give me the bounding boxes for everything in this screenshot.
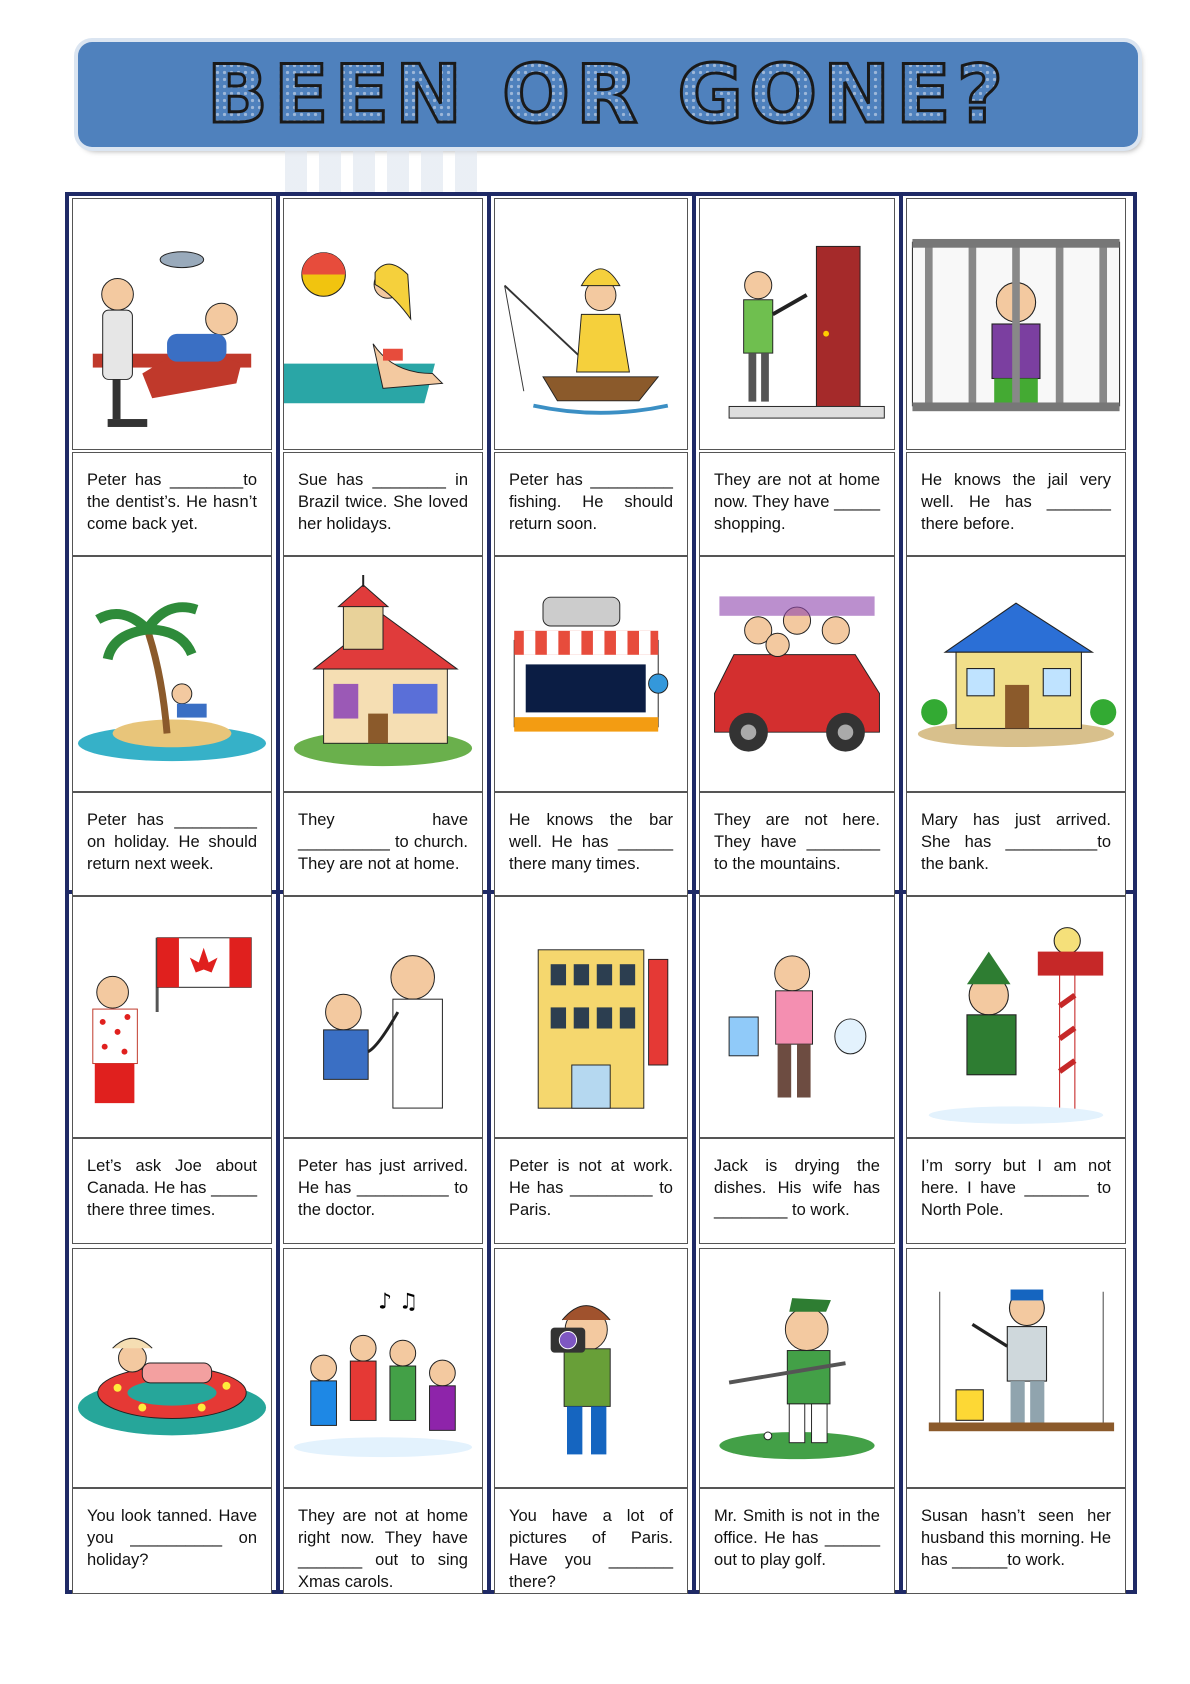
card-picture — [906, 198, 1126, 450]
pool-float-icon — [73, 1249, 271, 1487]
card-sentence: Peter is not at work. He has _________ to Paris. — [494, 1138, 688, 1244]
page-title: BEEN OR GONE? — [206, 48, 1010, 141]
card-picture — [283, 198, 483, 450]
card-picture — [283, 1248, 483, 1488]
shopping-icon — [700, 199, 894, 449]
card-picture — [494, 896, 688, 1138]
canada-flag-icon — [73, 897, 271, 1137]
card-sentence: Let’s ask Joe about Canada. He has _____ there three times. — [72, 1138, 272, 1244]
card-picture — [906, 896, 1126, 1138]
card-sentence: Peter has just arrived. He has __________ to the doctor. — [283, 1138, 483, 1244]
jail-icon — [907, 199, 1125, 449]
church-icon — [284, 557, 482, 791]
card-sentence: He knows the jail very well. He has _______ there before. — [906, 452, 1126, 556]
card-sentence: You look tanned. Have you __________ on holiday? — [72, 1488, 272, 1594]
card-picture — [699, 198, 895, 450]
card-sentence: You have a lot of pictures of Paris. Have you _______ there? — [494, 1488, 688, 1594]
bank-icon — [907, 557, 1125, 791]
camera-icon — [495, 1249, 687, 1487]
card-picture — [906, 556, 1126, 792]
north-pole-icon — [907, 897, 1125, 1137]
card-picture — [283, 556, 483, 792]
watermark — [285, 150, 485, 192]
fishing-icon — [495, 199, 687, 449]
card-sentence: Susan hasn’t seen her husband this morning. He has ______to work. — [906, 1488, 1126, 1594]
window-cleaner-icon — [907, 1249, 1125, 1487]
card-sentence: He knows the bar well. He has ______ there many times. — [494, 792, 688, 896]
card-sentence: Mary has just arrived. She has __________to the bank. — [906, 792, 1126, 896]
card-sentence: They have __________ to church. They are not at home. — [283, 792, 483, 896]
card-sentence: Peter has _________ fishing. He should return soon. — [494, 452, 688, 556]
card-picture — [699, 1248, 895, 1488]
card-picture — [699, 556, 895, 792]
card-picture — [699, 896, 895, 1138]
card-picture — [494, 1248, 688, 1488]
bar-icon — [495, 557, 687, 791]
card-sentence: They are not here. They have ________ to the mountains. — [699, 792, 895, 896]
dishes-icon — [700, 897, 894, 1137]
golf-icon — [700, 1249, 894, 1487]
card-sentence: Mr. Smith is not in the office. He has ______ out to play golf. — [699, 1488, 895, 1594]
beach-icon — [284, 199, 482, 449]
card-sentence: Peter has ________to the dentist’s. He hasn’t come back yet. — [72, 452, 272, 556]
car-icon — [700, 557, 894, 791]
doctor-icon — [284, 897, 482, 1137]
card-picture — [72, 896, 272, 1138]
card-picture — [72, 198, 272, 450]
card-picture — [72, 1248, 272, 1488]
svg-text:♪ ♫: ♪ ♫ — [378, 1289, 419, 1315]
card-sentence: They are not at home now. They have _____ shopping. — [699, 452, 895, 556]
card-picture — [494, 556, 688, 792]
card-picture — [906, 1248, 1126, 1488]
card-picture — [283, 896, 483, 1138]
island-icon — [73, 557, 271, 791]
card-sentence: They are not at home right now. They have _______ out to sing Xmas carols. — [283, 1488, 483, 1594]
card-sentence: I’m sorry but I am not here. I have _______ to North Pole. — [906, 1138, 1126, 1244]
card-sentence: Jack is drying the dishes. His wife has ________ to work. — [699, 1138, 895, 1244]
carol-singers-icon — [284, 1249, 482, 1487]
card-picture — [72, 556, 272, 792]
motel-icon — [495, 897, 687, 1137]
card-sentence: Sue has ________ in Brazil twice. She loved her holidays. — [283, 452, 483, 556]
card-sentence: Peter has _________ on holiday. He should return next week. — [72, 792, 272, 896]
dentist-icon — [73, 199, 271, 449]
title-banner — [78, 42, 1138, 147]
card-picture — [494, 198, 688, 450]
